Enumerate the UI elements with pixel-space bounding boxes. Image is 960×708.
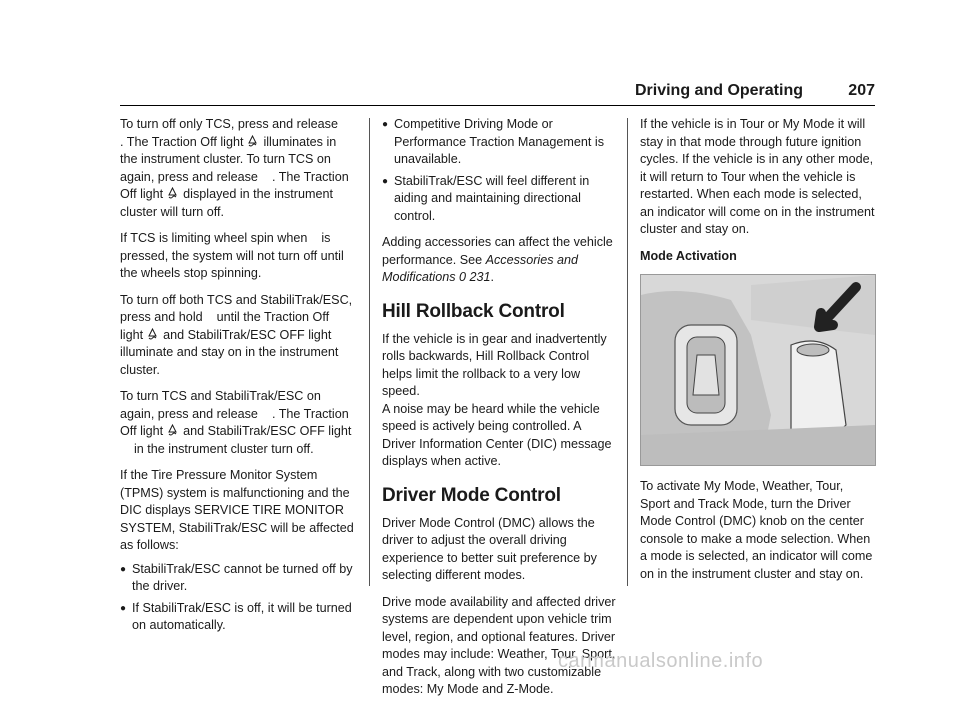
paragraph: To activate My Mode, Weather, Tour, Sport and Track Mode, turn the Driver Mode Control (DMC) knob on the center console to make a mode selection. When a mode is selected, an indicator will come on in the instrument cluster and stay on.: [640, 479, 873, 581]
paragraph: A noise may be heard while the vehicle speed is actively being controlled. A Driver Information Center (DIC) message displays when active.: [382, 401, 612, 468]
list-item: ● StabiliTrak/ESC will feel different in aiding and maintaining directional control.: [382, 173, 590, 223]
driver-mode-control-illustration: [640, 274, 876, 466]
heading-driver-mode-control: Driver Mode Control: [382, 484, 561, 506]
page-header: [120, 80, 875, 106]
column-divider: [369, 118, 370, 586]
paragraph: Adding accessories can affect the vehicle performance. See Accessories and Modifications 0 231.: [382, 235, 613, 284]
paragraph: Drive mode availability and affected driver systems are dependent upon vehicle trim level, region, and optional features. Driver modes may include: Weather, Tour, Sport, and Track, along with two customizable modes: My Mode and Z-Mode.: [382, 594, 616, 696]
bullet-icon: ●: [120, 563, 127, 575]
traction-off-icon: [247, 135, 258, 148]
page-number: 207: [848, 82, 875, 99]
paragraph: If TCS is limiting wheel spin when is pressed, the system will not turn off until the wheels stop spinning.: [120, 231, 344, 280]
bullet-icon: ●: [120, 602, 127, 614]
page-reference[interactable]: 0 231: [459, 270, 491, 284]
paragraph: To turn off only TCS, press and release. The Traction Off light illuminates in the instrument cluster. To turn TCS on again, press and release . The Traction Off light displayed in the instrument cluster will turn off.: [120, 117, 349, 219]
paragraph: If the Tire Pressure Monitor System (TPMS) system is malfunctioning and the DIC displays SERVICE TIRE MONITOR SYSTEM, StabiliTrak/ESC will be affected as follows:: [120, 468, 354, 552]
heading-hill-rollback-control: Hill Rollback Control: [382, 300, 565, 322]
heading-mode-activation: Mode Activation: [640, 248, 737, 263]
list-item: ● Competitive Driving Mode or Performance Traction Management is unavailable.: [382, 117, 604, 166]
bullet-list: [120, 561, 355, 635]
traction-off-icon: [147, 328, 158, 341]
paragraph: Driver Mode Control (DMC) allows the driver to adjust the overall driving experience to better suit preference by selecting different modes.: [382, 515, 597, 582]
list-item: ● If StabiliTrak/ESC is off, it will be turned on automatically.: [120, 600, 352, 632]
cross-reference-link[interactable]: Accessories and Modifications: [382, 252, 579, 284]
column-2: [382, 116, 617, 708]
list-item: ● StabiliTrak/ESC cannot be turned off by the driver.: [120, 561, 353, 593]
section-title: Driving and Operating: [634, 82, 803, 99]
column-1: [120, 116, 355, 644]
column-divider: [627, 118, 628, 586]
paragraph: If the vehicle is in Tour or My Mode it will stay in that mode through future ignition cycles. If the vehicle is in any other mode, it will return to Tour when the vehicle is restarted. When each mode is selected, an indicator will come on in the instrument cluster and stay on.: [640, 117, 875, 236]
paragraph: If the vehicle is in gear and inadvertently rolls backwards, Hill Rollback Control helps limit the rollback to a very low speed.: [382, 331, 607, 398]
header-rule: [120, 105, 875, 106]
bullet-icon: ●: [382, 119, 389, 130]
paragraph: To turn off both TCS and StabiliTrak/ESC, press and hold until the Traction Off light and StabiliTrak/ESC OFF light illuminate and stay on in the instrument cluster.: [120, 292, 353, 377]
traction-off-icon: [167, 187, 178, 200]
traction-off-icon: [167, 424, 178, 437]
watermark: carmanualsonline.info: [558, 650, 764, 672]
column-3: [640, 116, 876, 592]
bullet-list: [382, 116, 617, 225]
paragraph: To turn TCS and StabiliTrak/ESC on again, press and release . The Traction Off light and StabiliTrak/ESC OFF lightin the instrument cluster turn off.: [120, 389, 352, 456]
bullet-icon: ●: [382, 175, 389, 187]
